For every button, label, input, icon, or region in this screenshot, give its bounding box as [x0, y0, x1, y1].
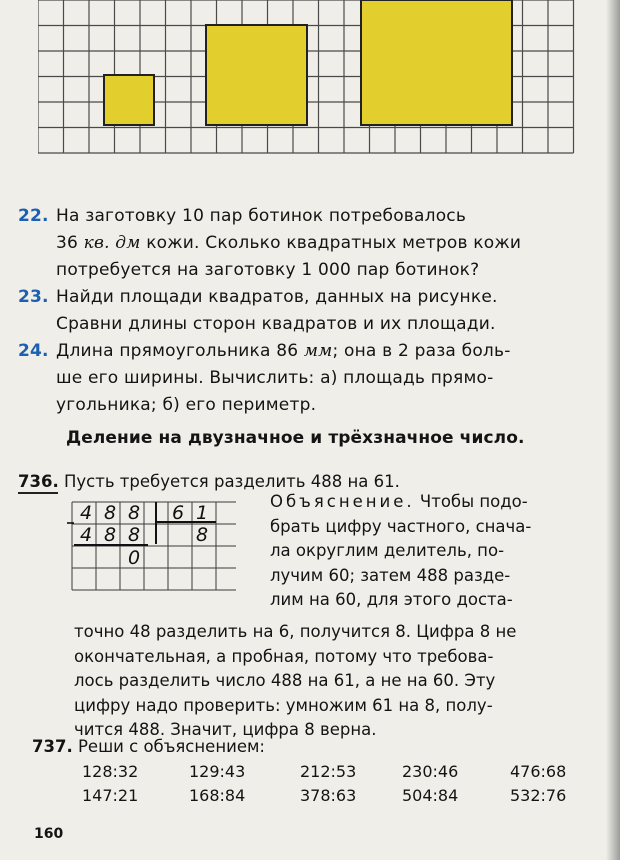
- exercise-item: 129:43: [189, 762, 246, 781]
- exercise-item: 504:84: [402, 786, 459, 805]
- divisor-digit-2: 1: [196, 502, 209, 524]
- task-23-number: 23.: [18, 287, 49, 307]
- task-23-line-2: Сравни длины сторон квадратов и их площади.: [56, 314, 496, 334]
- task-24: [18, 338, 598, 419]
- task-22-unit: кв. дм: [83, 233, 141, 253]
- exercise-item: 532:76: [510, 786, 567, 805]
- task-22-line-2a: 36: [56, 233, 79, 253]
- medium-square: [206, 25, 307, 125]
- subtrahend-digit-2: 8: [104, 524, 117, 546]
- task-24-unit: мм: [303, 341, 333, 361]
- explanation-line-7: окончательная, а пробная, потому что требова-: [74, 646, 494, 666]
- explanation-line-6: точно 48 разделить на 6, получится 8. Цифра 8 не: [74, 622, 517, 641]
- task-736-underline: [18, 492, 58, 494]
- explanation-line-2: брать цифру частного, снача-: [270, 516, 532, 536]
- small-square: [104, 75, 154, 125]
- task-737-statement-line: [32, 737, 265, 756]
- long-division-grid: [66, 500, 236, 596]
- dividend-digit-3: 8: [128, 502, 141, 524]
- task-737-statement: Реши с объяснением:: [77, 737, 265, 756]
- explanation-line-4: лучим 60; затем 488 разде-: [270, 565, 511, 585]
- division-exercises: [82, 762, 602, 810]
- page-number: 160: [34, 826, 64, 842]
- task-22-number: 22.: [18, 206, 49, 226]
- page-edge-shadow: [606, 0, 620, 860]
- subtrahend-digit-1: 4: [80, 524, 93, 546]
- divisor-digit-1: 6: [172, 502, 185, 524]
- explanation-line-5: лим на 60, для этого доста-: [270, 590, 513, 609]
- task-23-line-1: Найди площади квадратов, данных на рисунке.: [56, 287, 498, 307]
- remainder-digit: 0: [128, 547, 141, 569]
- task-737-number: 737.: [32, 737, 73, 756]
- explanation-line-9: цифру надо проверить: умножим 61 на 8, полу-: [74, 695, 493, 715]
- task-24-line-2: ше его ширины. Вычислить: а) площадь прямо-: [56, 368, 494, 388]
- subtrahend-digit-3: 8: [128, 524, 141, 546]
- task-24-line-1a: Длина прямоугольника 86: [56, 341, 299, 361]
- explanation-line-10: чится 488. Значит, цифра 8 верна.: [74, 720, 377, 739]
- exercise-item: 147:21: [82, 786, 139, 805]
- quotient-digit: 8: [196, 524, 209, 546]
- exercise-item: 476:68: [510, 762, 567, 781]
- explanation-line-3: ла округлим делитель, по-: [270, 541, 505, 560]
- explanation-line-8: лось разделить число 488 на 61, а не на 60. Эту: [74, 671, 496, 690]
- task-736-number: 736.: [18, 472, 59, 491]
- exercise-item: 230:46: [402, 762, 459, 781]
- exercise-row: [82, 786, 602, 810]
- task-23: [18, 284, 598, 338]
- exercise-row: [82, 762, 602, 786]
- task-22-line-1: На заготовку 10 пар ботинок потребовалось: [56, 206, 467, 226]
- squares-grid-figure: [38, 0, 598, 160]
- explanation-title: Объяснение.: [270, 492, 415, 511]
- exercise-item: 128:32: [82, 762, 139, 781]
- exercise-item: 378:63: [300, 786, 357, 805]
- task-24-line-3: угольника; б) его периметр.: [56, 395, 317, 415]
- large-square: [361, 0, 512, 125]
- task-24-line-1b: ; она в 2 раза боль-: [332, 341, 511, 361]
- task-22: [18, 203, 598, 284]
- exercise-item: 212:53: [300, 762, 357, 781]
- explanation-line-1: Чтобы подо-: [414, 492, 528, 511]
- task-736-statement: Пусть требуется разделить 488 на 61.: [63, 472, 400, 491]
- section-heading: Деление на двузначное и трёхзначное число.: [66, 428, 525, 448]
- task-22-line-3: потребуется на заготовку 1 000 пар ботинок?: [56, 260, 480, 280]
- dividend-digit-1: 4: [80, 502, 93, 524]
- explanation-narrow: [270, 490, 531, 613]
- task-22-line-2b: кожи. Сколько квадратных метров кожи: [146, 233, 522, 253]
- dividend-digit-2: 8: [104, 502, 117, 524]
- exercise-item: 168:84: [189, 786, 246, 805]
- task-24-number: 24.: [18, 341, 49, 361]
- explanation-wide: [74, 620, 516, 743]
